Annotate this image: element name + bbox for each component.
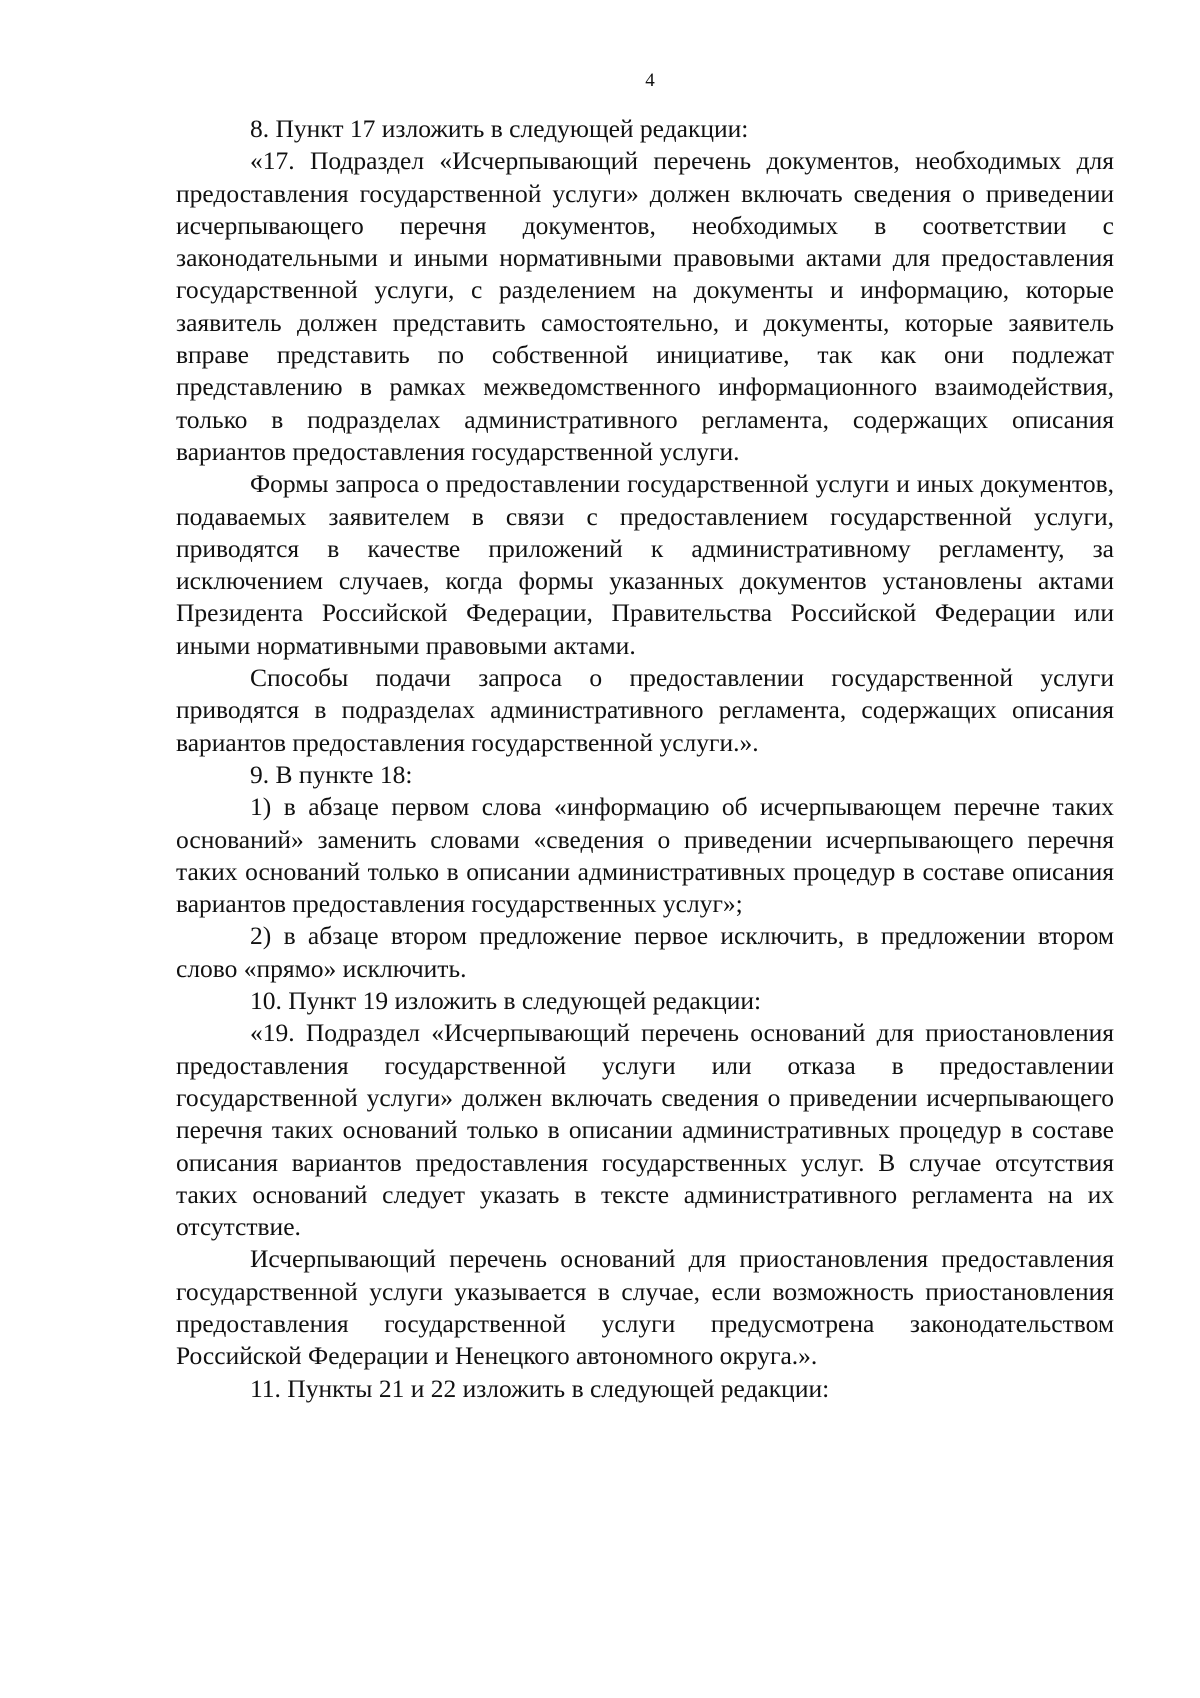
paragraph-item-9: 9. В пункте 18: — [250, 759, 413, 789]
document-body — [176, 113, 1114, 1405]
page-number: 4 — [645, 70, 655, 91]
paragraph-item-8: 8. Пункт 17 изложить в следующей редакции: — [250, 114, 749, 143]
paragraph-item-9-sub-2: 2) в абзаце втором предложение первое исключить, в предложении втором слово «прямо» исключить. — [176, 921, 1114, 983]
paragraph-item-19-text: «19. Подраздел «Исчерпывающий перечень оснований для приостановления предоставления государственной услуги или отказа в предоставлении государственной услуги» должен включать сведения о приведении исчерпывающего перечня таких оснований только в описании административных процедур в составе описания вариантов предоставления государственных услуг. В случае отсутствия таких оснований следует указать в тексте административного регламента на их отсутствие. — [176, 1018, 1114, 1242]
paragraph-request-forms: Формы запроса о предоставлении государственной услуги и иных документов, подаваемых заявителем в связи с предоставлением государственной услуги, приводятся в качестве приложений к административному регламенту, за исключением случаев, когда формы указанных документов установлены актами Президента Российской Федерации, Правительства Российской Федерации или иными нормативными правовыми актами. — [176, 469, 1114, 660]
paragraph-item-17-text: «17. Подраздел «Исчерпывающий перечень документов, необходимых для предоставления государственной услуги» должен включать сведения о приведении исчерпывающего перечня документов, необходимых в соответствии с законодательными и иными нормативными правовыми актами для предоставления государственной услуги, с разделением на документы и информацию, которые заявитель должен представить самостоятельно, и документы, которые заявитель вправе представить по собственной инициативе, так как они подлежат представлению в рамках межведомственного информационного взаимодействия, только в подразделах административного регламента, содержащих описания вариантов предоставления государственной услуги. — [176, 146, 1114, 466]
paragraph-item-10: 10. Пункт 19 изложить в следующей редакции: — [250, 986, 762, 1016]
paragraph-item-9-sub-1: 1) в абзаце первом слова «информацию об исчерпывающем перечне таких оснований» заменить словами «сведения о приведении исчерпывающего перечня таких оснований только в описании административных процедур в составе описания вариантов предоставления государственных услуг»; — [176, 792, 1114, 919]
paragraph-submission-methods: Способы подачи запроса о предоставлении государственной услуги приводятся в подразделах административного регламента, содержащих описания вариантов предоставления государственной услуги.». — [176, 663, 1114, 757]
paragraph-suspension-grounds: Исчерпывающий перечень оснований для приостановления предоставления государственной услуги указывается в случае, если возможность приостановления предоставления государственной услуги предусмотрена законодательством Российской Федерации и Ненецкого автономного округа.». — [176, 1244, 1114, 1371]
paragraph-item-11: 11. Пункты 21 и 22 изложить в следующей редакции: — [250, 1373, 830, 1403]
